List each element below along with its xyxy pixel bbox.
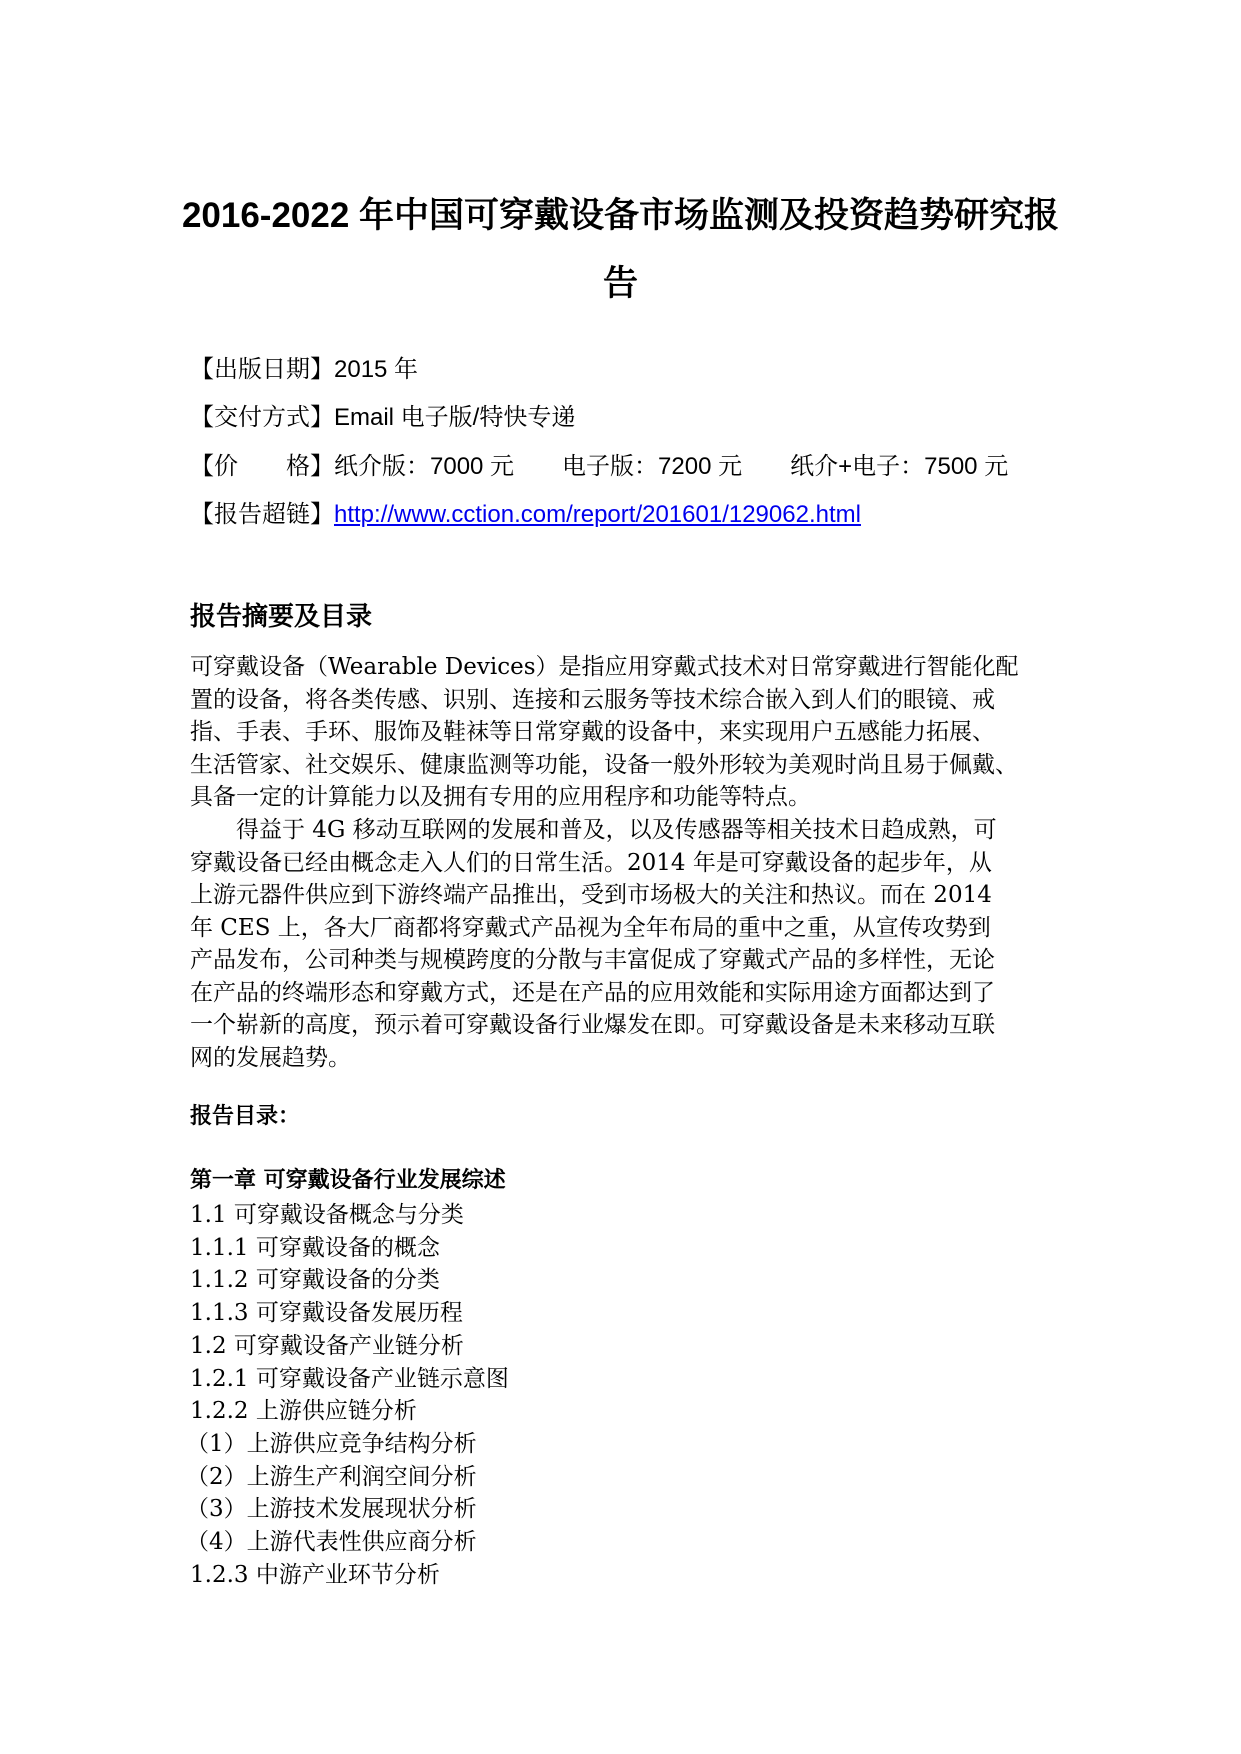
toc-item: 1.2.2 上游供应链分析: [190, 1398, 417, 1425]
summary-heading: 报告摘要及目录: [190, 602, 373, 632]
paragraph-line: 网的发展趋势。: [190, 1044, 351, 1071]
summary-paragraph-1: [190, 651, 1050, 814]
paragraph-line: 具备一定的计算能力以及拥有专用的应用程序和功能等特点。: [190, 784, 811, 810]
toc-item: 1.1.1 可穿戴设备的概念: [190, 1234, 440, 1261]
delivery-label: 【交付方式】: [190, 404, 334, 431]
toc-item: 1.1 可穿戴设备概念与分类: [190, 1202, 464, 1228]
toc-item: 1.1.3 可穿戴设备发展历程: [190, 1300, 463, 1327]
toc-heading: 报告目录：: [190, 1104, 301, 1129]
toc-item: 1.2.1 可穿戴设备产业链示意图: [190, 1365, 509, 1392]
paragraph-line: 指、手表、手环、服饰及鞋袜等日常穿戴的设备中，来实现用户五感能力拓展、: [190, 719, 995, 745]
report-link-row: [190, 500, 861, 530]
price-value: 纸介版：7000 元 电子版：7200 元 纸介+电子：7500 元: [334, 453, 1009, 480]
toc-item: （4）上游代表性供应商分析: [186, 1529, 477, 1556]
report-link-label: 【报告超链】: [190, 501, 334, 528]
paragraph-line: 穿戴设备已经由概念走入人们的日常生活。2014 年是可穿戴设备的起步年，从: [190, 849, 992, 876]
publish-date-value: 2015 年: [334, 356, 419, 383]
toc-item: （3）上游技术发展现状分析: [186, 1496, 477, 1523]
paragraph-line: 产品发布，公司种类与规模跨度的分散与丰富促成了穿戴式产品的多样性，无论: [190, 947, 995, 973]
publish-date-label: 【出版日期】: [190, 356, 334, 383]
paragraph-line: 置的设备，将各类传感、识别、连接和云服务等技术综合嵌入到人们的眼镜、戒: [190, 686, 995, 713]
paragraph-line: 可穿戴设备（Wearable Devices）是指应用穿戴式技术对日常穿戴进行智能化配: [190, 654, 1019, 680]
paragraph-line: 一个崭新的高度，预示着可穿戴设备行业爆发在即。可穿戴设备是未来移动互联: [190, 1012, 995, 1038]
delivery-row: [190, 403, 575, 433]
toc-item: 1.2 可穿戴设备产业链分析: [190, 1332, 464, 1359]
report-hyperlink[interactable]: http://www.cction.com/report/201601/129062.html: [334, 501, 861, 528]
price-label: 【价 格】: [190, 453, 334, 480]
toc-item: （2）上游生产利润空间分析: [186, 1463, 477, 1490]
report-title-line-2: 告: [602, 264, 638, 303]
delivery-value: Email 电子版/特快专递: [334, 404, 576, 431]
paragraph-line: 得益于 4G 移动互联网的发展和普及，以及传感器等相关技术日趋成熟，可: [190, 817, 997, 843]
toc-item: 1.2.3 中游产业环节分析: [190, 1561, 440, 1588]
toc-item: 1.1.2 可穿戴设备的分类: [190, 1267, 440, 1294]
paragraph-line: 年 CES 上，各大厂商都将穿戴式产品视为全年布局的重中之重，从宣传攻势到: [190, 914, 991, 941]
paragraph-line: 生活管家、社交娱乐、健康监测等功能，设备一般外形较为美观时尚且易于佩戴、: [190, 751, 1018, 778]
paragraph-line: 上游元器件供应到下游终端产品推出，受到市场极大的关注和热议。而在 2014: [190, 882, 992, 908]
report-title-line-1: 2016-2022 年中国可穿戴设备市场监测及投资趋势研究报: [181, 196, 1060, 235]
toc-list: [186, 1199, 509, 1591]
paragraph-line: 在产品的终端形态和穿戴方式，还是在产品的应用效能和实际用途方面都达到了: [190, 979, 995, 1006]
toc-item: （1）上游供应竞争结构分析: [186, 1430, 477, 1457]
publish-date-row: [190, 355, 418, 385]
chapter-heading: 第一章 可穿戴设备行业发展综述: [190, 1168, 506, 1193]
price-row: [190, 452, 1008, 482]
summary-paragraph-2: [190, 814, 1050, 1074]
